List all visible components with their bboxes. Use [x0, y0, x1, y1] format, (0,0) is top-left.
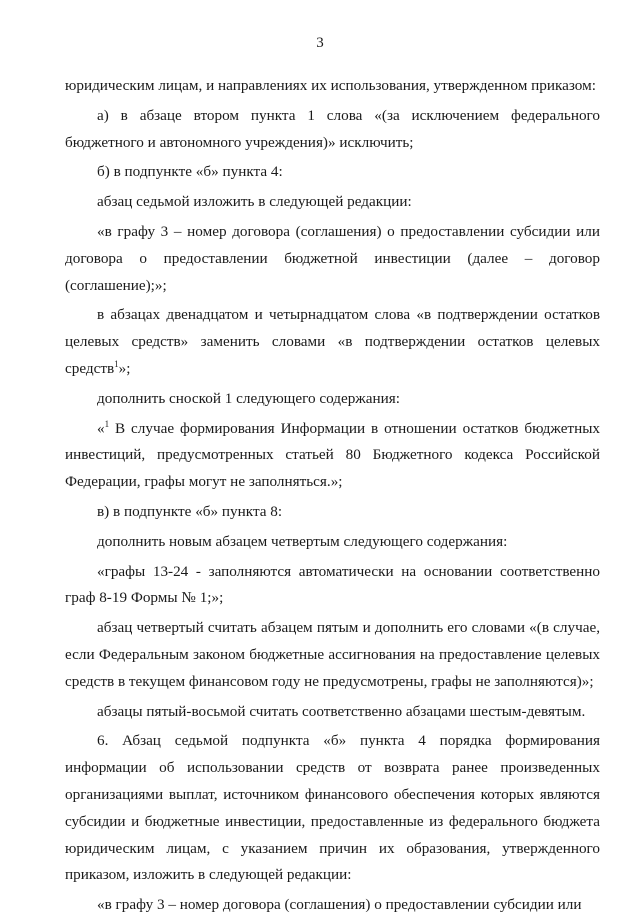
paragraph-text: дополнить новым абзацем четвертым следующего содержания:	[97, 532, 508, 550]
footnote-marker: 1	[114, 358, 119, 369]
paragraph-text: «графы 13-24 - заполняются автоматически на основании соответственно граф 8-19 Формы № 1;»;	[65, 562, 600, 607]
paragraph-text: абзацы пятый-восьмой считать соответственно абзацами шестым-девятым.	[97, 702, 586, 720]
paragraph-text: б) в подпункте «б» пункта 4:	[97, 163, 283, 181]
paragraph	[65, 699, 600, 726]
paragraph-text: «в графу 3 – номер договора (соглашения) о предоставлении субсидии или	[97, 896, 582, 914]
paragraph-text-continued: »;	[118, 359, 131, 377]
paragraph-text: 6. Абзац седьмой подпункта «б» пункта 4 порядка формирования информации об использовании средств от возврата ранее произведенных организациями выплат, источником финансового обеспечения которых являются субсидии и бюджетные инвестиции, предоставленные из федерального бюджета юридическим лицам, с указанием причин их образования, утвержденного приказом, изложить в следующей редакции:	[65, 732, 600, 884]
paragraph-text: а) в абзаце втором пункта 1 слова «(за исключением федерального бюджетного и автономного учреждения)» исключить;	[65, 106, 600, 151]
paragraph	[65, 499, 600, 526]
paragraph-text: юридическим лицам, и направлениях их использования, утвержденном приказом:	[65, 77, 596, 94]
paragraph	[65, 219, 600, 299]
paragraph-text: «в графу 3 – номер договора (соглашения) о предоставлении субсидии или договора о предоставлении бюджетной инвестиции (далее – договор (соглашение);»;	[65, 222, 600, 294]
document-body	[65, 73, 600, 919]
paragraph-text: «	[97, 419, 105, 437]
paragraph	[65, 189, 600, 216]
paragraph	[65, 529, 600, 556]
paragraph-text: абзац седьмой изложить в следующей редакции:	[97, 193, 412, 211]
paragraph-text: в абзацах двенадцатом и четырнадцатом слова «в подтверждении остатков целевых средств» заменить словами «в подтверждении остатков целевых средств	[65, 306, 600, 377]
paragraph	[65, 386, 600, 413]
paragraph	[65, 73, 600, 100]
paragraph-text: в) в подпункте «б» пункта 8:	[97, 502, 283, 520]
paragraph	[65, 728, 600, 889]
footnote-marker: 1	[104, 418, 110, 429]
paragraph-text: абзац четвертый считать абзацем пятым и дополнить его словами «(в случае, если Федеральным законом бюджетные ассигнования на предоставление целевых средств в текущем финансовом году не предусмотрены, графы не заполняются)»;	[65, 619, 600, 690]
paragraph	[65, 615, 600, 695]
paragraph	[65, 302, 600, 382]
page-number: 3	[316, 35, 324, 51]
paragraph	[65, 416, 600, 496]
paragraph	[65, 892, 600, 919]
paragraph-text-continued: В случае формирования Информации в отношении остатков бюджетных инвестиций, предусмотренных статьей 80 Бюджетного кодекса Российской Федерации, графы могут не заполняться.»;	[65, 419, 600, 491]
paragraph	[65, 159, 600, 186]
paragraph-text: дополнить сноской 1 следующего содержания:	[97, 389, 400, 407]
paragraph	[65, 559, 600, 613]
paragraph	[65, 103, 600, 157]
